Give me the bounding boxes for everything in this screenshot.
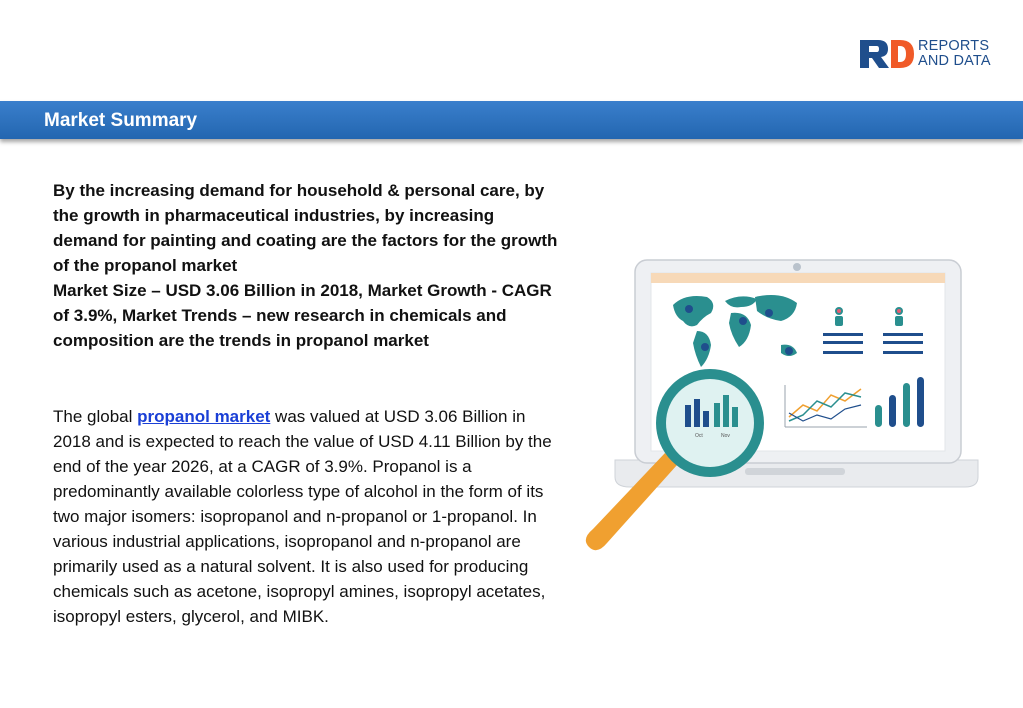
logo-line-2: AND DATA: [918, 53, 991, 69]
summary-lead: [53, 178, 558, 353]
description-prefix: The global: [53, 407, 138, 426]
summary-stats: Market Size – USD 3.06 Billion in 2018, Market Growth - CAGR of 3.9%, Market Trends – new research in chemicals and composition are the trends in propanol market: [53, 281, 552, 350]
magnifier-label-oct: Oct: [695, 433, 703, 439]
company-logo[interactable]: [858, 36, 1008, 72]
section-banner: [0, 101, 1023, 139]
section-title: Market Summary: [44, 110, 198, 131]
summary-lead-text: By the increasing demand for household & personal care, by the growth in pharmaceutical industries, by increasing demand for painting and coating are the factors for the growth of the propanol market: [53, 181, 558, 275]
propanol-market-link[interactable]: propanol market: [137, 407, 271, 426]
description-suffix: was valued at USD 3.06 Billion in 2018 and is expected to reach the value of USD 4.11 Billion by the end of the year 2026, at a CAGR of 3.9%. Propanol is a predominantly available colorless type of alcohol in the form of its two major isomers: isopropanol and n-propanol or 1-propanol. In various industrial applications, isopropanol and n-propanol are primarily used as a natural solvent. It is also used for producing chemicals such as acetone, isopropyl amines, isopropyl acetates, isopropyl esters, glycerol, and MIBK.: [53, 407, 552, 626]
laptop-analytics-magnifier-icon: [585, 255, 980, 560]
magnifier-label-nov: Nov: [721, 433, 730, 439]
logo-line-1: REPORTS: [918, 38, 990, 54]
rd-logo-icon: [858, 38, 916, 70]
market-description: [53, 404, 553, 629]
